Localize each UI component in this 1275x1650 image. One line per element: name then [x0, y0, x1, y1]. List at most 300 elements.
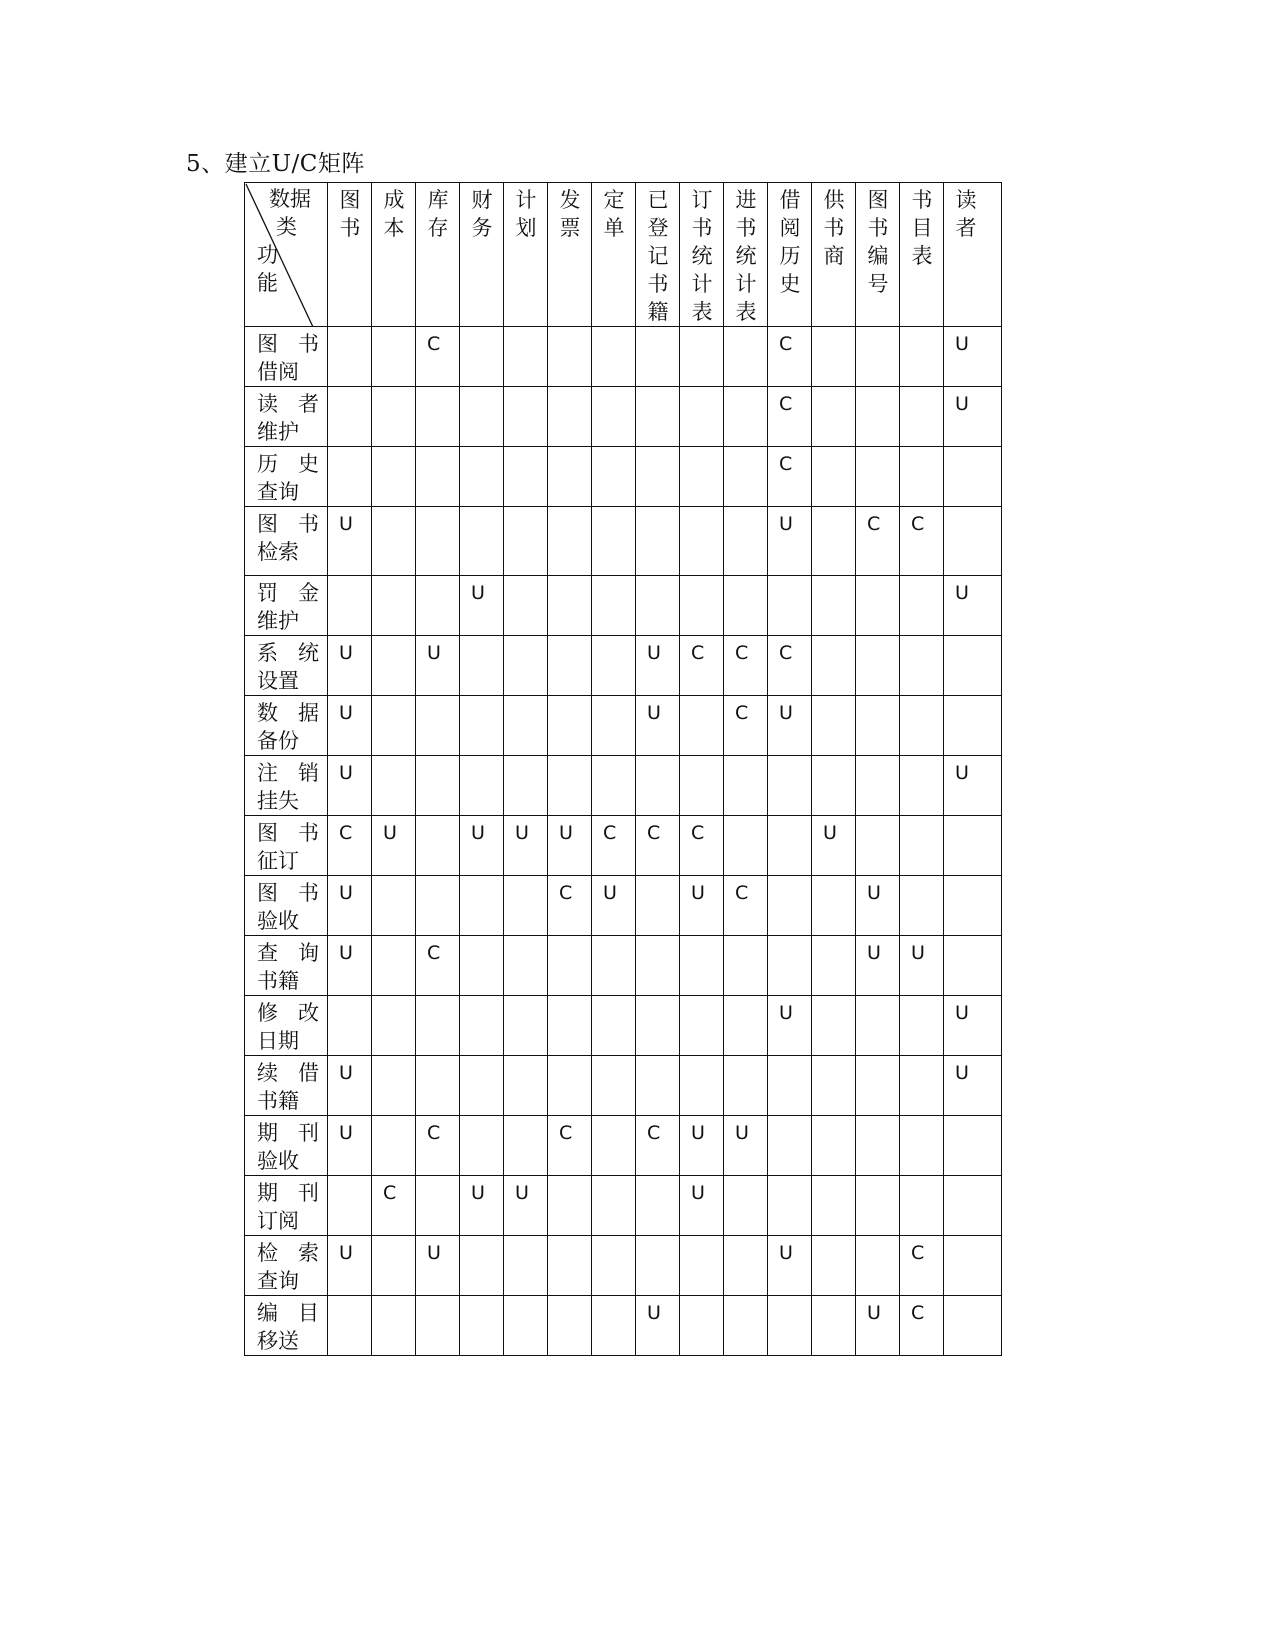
matrix-cell — [812, 876, 856, 936]
matrix-cell — [856, 447, 900, 507]
matrix-cell — [856, 756, 900, 816]
matrix-cell — [592, 636, 636, 696]
matrix-cell — [856, 1176, 900, 1236]
matrix-cell — [328, 1296, 372, 1356]
matrix-cell: C — [724, 876, 768, 936]
matrix-cell: C — [900, 1296, 944, 1356]
matrix-cell — [328, 447, 372, 507]
matrix-cell — [504, 327, 548, 387]
matrix-cell: U — [636, 1296, 680, 1356]
matrix-cell: C — [768, 387, 812, 447]
matrix-cell — [900, 1056, 944, 1116]
matrix-cell: U — [768, 507, 812, 576]
matrix-cell — [592, 327, 636, 387]
matrix-cell — [504, 876, 548, 936]
row-label — [245, 756, 328, 816]
row-label-line1: 数 据 — [257, 701, 319, 725]
matrix-cell — [504, 576, 548, 636]
row-label — [245, 507, 328, 576]
matrix-cell — [636, 936, 680, 996]
matrix-cell — [416, 996, 460, 1056]
matrix-cell — [812, 1176, 856, 1236]
matrix-cell — [592, 756, 636, 816]
matrix-cell: U — [328, 936, 372, 996]
matrix-cell — [504, 936, 548, 996]
matrix-cell — [900, 576, 944, 636]
matrix-cell: U — [944, 387, 1002, 447]
column-header-label: 图书 — [339, 188, 361, 240]
matrix-cell: C — [724, 636, 768, 696]
matrix-cell — [944, 1116, 1002, 1176]
matrix-cell — [636, 1236, 680, 1296]
row-label-line2: 订阅 — [257, 1209, 299, 1233]
matrix-cell — [900, 636, 944, 696]
matrix-row — [245, 1296, 1002, 1356]
matrix-cell: C — [724, 696, 768, 756]
matrix-cell — [372, 1236, 416, 1296]
matrix-cell: C — [416, 936, 460, 996]
column-header — [548, 183, 592, 327]
matrix-cell — [812, 936, 856, 996]
matrix-cell — [372, 996, 416, 1056]
row-label-line1: 图 书 — [257, 332, 319, 356]
matrix-cell — [504, 447, 548, 507]
matrix-cell — [944, 696, 1002, 756]
matrix-cell — [548, 387, 592, 447]
matrix-cell — [724, 996, 768, 1056]
matrix-cell — [548, 936, 592, 996]
matrix-cell — [900, 876, 944, 936]
row-label — [245, 387, 328, 447]
matrix-cell — [680, 1296, 724, 1356]
header-row — [245, 183, 1002, 327]
matrix-cell: C — [856, 507, 900, 576]
matrix-row — [245, 1176, 1002, 1236]
matrix-cell: U — [328, 1116, 372, 1176]
matrix-cell: U — [328, 1236, 372, 1296]
column-header — [900, 183, 944, 327]
row-label — [245, 576, 328, 636]
matrix-cell — [416, 876, 460, 936]
matrix-cell: C — [372, 1176, 416, 1236]
matrix-cell: U — [944, 327, 1002, 387]
matrix-cell: U — [636, 636, 680, 696]
matrix-cell: C — [768, 636, 812, 696]
column-header — [416, 183, 460, 327]
column-header — [636, 183, 680, 327]
matrix-cell: U — [328, 696, 372, 756]
matrix-cell — [372, 1116, 416, 1176]
matrix-cell: U — [636, 696, 680, 756]
row-label — [245, 816, 328, 876]
matrix-cell — [504, 1116, 548, 1176]
matrix-cell — [900, 1116, 944, 1176]
matrix-cell: U — [328, 756, 372, 816]
column-header — [944, 183, 1002, 327]
matrix-cell — [548, 1236, 592, 1296]
row-label-line1: 注 销 — [257, 761, 319, 785]
matrix-cell — [460, 1236, 504, 1296]
column-header-label: 已登记书籍 — [647, 188, 669, 324]
matrix-cell — [636, 387, 680, 447]
uc-matrix-table — [244, 182, 1002, 1356]
matrix-cell: U — [460, 576, 504, 636]
matrix-cell — [592, 1236, 636, 1296]
matrix-cell — [460, 387, 504, 447]
row-label-line1: 检 索 — [257, 1241, 319, 1265]
matrix-cell — [328, 327, 372, 387]
matrix-cell — [416, 576, 460, 636]
row-label — [245, 1176, 328, 1236]
matrix-cell — [636, 1176, 680, 1236]
matrix-cell: U — [460, 1176, 504, 1236]
matrix-cell: U — [768, 696, 812, 756]
matrix-cell — [504, 1056, 548, 1116]
matrix-cell — [504, 507, 548, 576]
matrix-cell — [944, 636, 1002, 696]
matrix-cell — [460, 327, 504, 387]
matrix-cell: U — [680, 1116, 724, 1176]
matrix-cell: U — [504, 1176, 548, 1236]
matrix-cell — [460, 996, 504, 1056]
row-label-line2: 书籍 — [257, 1089, 299, 1113]
matrix-cell: U — [944, 756, 1002, 816]
matrix-cell — [900, 447, 944, 507]
matrix-cell — [416, 1296, 460, 1356]
matrix-row — [245, 756, 1002, 816]
matrix-cell — [592, 1116, 636, 1176]
matrix-cell — [328, 387, 372, 447]
matrix-cell — [328, 1176, 372, 1236]
matrix-cell: C — [680, 636, 724, 696]
matrix-cell — [680, 507, 724, 576]
matrix-cell — [372, 447, 416, 507]
matrix-cell: C — [768, 327, 812, 387]
matrix-cell — [856, 996, 900, 1056]
row-label-line1: 图 书 — [257, 512, 319, 536]
matrix-row — [245, 1116, 1002, 1176]
matrix-cell — [856, 327, 900, 387]
column-header — [328, 183, 372, 327]
matrix-row — [245, 1236, 1002, 1296]
matrix-cell — [328, 996, 372, 1056]
matrix-cell — [636, 996, 680, 1056]
matrix-cell — [812, 327, 856, 387]
matrix-cell — [548, 996, 592, 1056]
matrix-cell — [856, 696, 900, 756]
matrix-cell: U — [944, 996, 1002, 1056]
row-label — [245, 1236, 328, 1296]
column-header-label: 计划 — [515, 188, 537, 240]
matrix-cell — [724, 327, 768, 387]
column-header — [680, 183, 724, 327]
matrix-cell — [504, 696, 548, 756]
matrix-cell — [460, 1296, 504, 1356]
matrix-cell — [592, 996, 636, 1056]
matrix-cell — [680, 696, 724, 756]
column-header — [372, 183, 416, 327]
matrix-row — [245, 936, 1002, 996]
matrix-cell: U — [680, 876, 724, 936]
matrix-row — [245, 327, 1002, 387]
matrix-cell — [548, 447, 592, 507]
matrix-cell — [856, 636, 900, 696]
matrix-cell — [680, 387, 724, 447]
matrix-cell — [812, 996, 856, 1056]
matrix-row — [245, 387, 1002, 447]
matrix-cell — [636, 756, 680, 816]
row-label-line2: 征订 — [257, 849, 299, 873]
matrix-cell — [900, 1176, 944, 1236]
matrix-cell: U — [856, 876, 900, 936]
matrix-cell — [372, 1056, 416, 1116]
row-label-line2: 查询 — [257, 1269, 299, 1293]
matrix-cell — [372, 756, 416, 816]
matrix-cell — [680, 756, 724, 816]
matrix-cell: C — [328, 816, 372, 876]
row-label-line2: 日期 — [257, 1029, 299, 1053]
matrix-cell — [812, 1236, 856, 1296]
corner-cell — [245, 183, 328, 327]
matrix-cell — [856, 1056, 900, 1116]
matrix-cell — [416, 1056, 460, 1116]
page-title: 5、建立U/C矩阵 — [186, 151, 365, 177]
matrix-cell: U — [504, 816, 548, 876]
matrix-cell: U — [944, 576, 1002, 636]
row-label-line1: 罚 金 — [257, 581, 319, 605]
column-header-label: 订书统计表 — [691, 188, 713, 324]
matrix-body — [245, 327, 1002, 1356]
matrix-cell — [680, 996, 724, 1056]
matrix-cell: U — [416, 1236, 460, 1296]
matrix-cell: C — [900, 1236, 944, 1296]
row-label-line1: 修 改 — [257, 1001, 319, 1025]
matrix-cell — [460, 1056, 504, 1116]
row-label — [245, 996, 328, 1056]
matrix-cell — [548, 1296, 592, 1356]
column-header-label: 发票 — [559, 188, 581, 240]
matrix-cell: C — [680, 816, 724, 876]
row-label-line2: 验收 — [257, 909, 299, 933]
matrix-cell: U — [328, 636, 372, 696]
row-label-line1: 期 刊 — [257, 1181, 319, 1205]
matrix-cell: U — [328, 876, 372, 936]
matrix-cell — [504, 1296, 548, 1356]
matrix-cell — [768, 1176, 812, 1236]
matrix-cell — [812, 696, 856, 756]
matrix-cell — [900, 696, 944, 756]
matrix-cell: U — [944, 1056, 1002, 1116]
row-label-line2: 挂失 — [257, 789, 299, 813]
matrix-cell: C — [900, 507, 944, 576]
row-label-line2: 检索 — [257, 540, 299, 564]
matrix-cell — [856, 576, 900, 636]
matrix-cell: C — [768, 447, 812, 507]
matrix-cell — [548, 1176, 592, 1236]
row-label-line2: 查询 — [257, 480, 299, 504]
matrix-row — [245, 696, 1002, 756]
corner-label-mid: 类 — [276, 215, 297, 239]
column-header — [724, 183, 768, 327]
column-header — [768, 183, 812, 327]
row-label-line2: 借阅 — [257, 360, 299, 384]
matrix-cell — [372, 936, 416, 996]
matrix-cell — [372, 1296, 416, 1356]
matrix-cell: C — [416, 327, 460, 387]
column-header-label: 借阅历史 — [779, 188, 801, 296]
matrix-cell — [548, 507, 592, 576]
matrix-cell — [636, 447, 680, 507]
column-header-label: 成本 — [383, 188, 405, 240]
matrix-cell — [592, 507, 636, 576]
matrix-cell — [504, 756, 548, 816]
row-label-line1: 查 询 — [257, 941, 319, 965]
matrix-cell — [636, 1056, 680, 1116]
row-label-line1: 期 刊 — [257, 1121, 319, 1145]
column-header — [504, 183, 548, 327]
matrix-cell — [372, 636, 416, 696]
matrix-cell — [812, 1116, 856, 1176]
row-label-line2: 维护 — [257, 609, 299, 633]
matrix-cell — [768, 1116, 812, 1176]
matrix-cell: U — [416, 636, 460, 696]
matrix-cell — [504, 1236, 548, 1296]
matrix-cell — [768, 936, 812, 996]
matrix-cell — [460, 1116, 504, 1176]
matrix-cell — [680, 447, 724, 507]
column-header-label: 财务 — [471, 188, 493, 240]
matrix-cell: U — [372, 816, 416, 876]
matrix-cell: C — [636, 1116, 680, 1176]
column-header-label: 库存 — [427, 188, 449, 240]
matrix-cell: C — [636, 816, 680, 876]
column-header-label: 书目表 — [911, 188, 933, 268]
matrix-cell — [812, 636, 856, 696]
matrix-cell — [680, 327, 724, 387]
matrix-cell: U — [856, 1296, 900, 1356]
matrix-row — [245, 996, 1002, 1056]
matrix-cell — [548, 696, 592, 756]
matrix-cell — [856, 816, 900, 876]
column-header — [592, 183, 636, 327]
matrix-cell: U — [328, 507, 372, 576]
matrix-cell: U — [460, 816, 504, 876]
matrix-cell — [944, 1176, 1002, 1236]
matrix-cell — [724, 1296, 768, 1356]
matrix-cell — [460, 696, 504, 756]
corner-label-left2: 能 — [257, 271, 278, 295]
row-label-line1: 图 书 — [257, 881, 319, 905]
matrix-cell — [812, 756, 856, 816]
matrix-cell — [812, 387, 856, 447]
row-label — [245, 1056, 328, 1116]
matrix-cell — [416, 447, 460, 507]
row-label-line1: 编 目 — [257, 1301, 319, 1325]
matrix-cell — [724, 936, 768, 996]
matrix-cell — [592, 576, 636, 636]
matrix-cell — [460, 876, 504, 936]
matrix-cell — [416, 756, 460, 816]
matrix-cell — [504, 996, 548, 1056]
matrix-cell — [372, 576, 416, 636]
matrix-cell — [548, 636, 592, 696]
matrix-cell — [768, 1296, 812, 1356]
matrix-cell — [460, 936, 504, 996]
matrix-cell: U — [900, 936, 944, 996]
matrix-cell — [636, 507, 680, 576]
column-header-label: 进书统计表 — [735, 188, 757, 324]
row-label-line1: 系 统 — [257, 641, 319, 665]
matrix-cell: U — [592, 876, 636, 936]
row-label — [245, 327, 328, 387]
matrix-cell — [812, 576, 856, 636]
row-label-line1: 图 书 — [257, 821, 319, 845]
matrix-cell — [944, 936, 1002, 996]
matrix-cell: C — [548, 876, 592, 936]
matrix-cell — [636, 876, 680, 936]
matrix-cell — [372, 696, 416, 756]
matrix-row — [245, 876, 1002, 936]
matrix-cell — [812, 447, 856, 507]
matrix-cell — [856, 1116, 900, 1176]
matrix-cell — [460, 636, 504, 696]
matrix-row — [245, 507, 1002, 576]
matrix-cell — [768, 576, 812, 636]
matrix-cell — [812, 1056, 856, 1116]
matrix-cell — [768, 816, 812, 876]
matrix-cell: U — [680, 1176, 724, 1236]
matrix-cell — [900, 996, 944, 1056]
matrix-cell — [680, 576, 724, 636]
matrix-cell — [548, 327, 592, 387]
matrix-cell — [768, 1056, 812, 1116]
matrix-cell: U — [768, 996, 812, 1056]
matrix-cell — [900, 816, 944, 876]
matrix-cell — [592, 696, 636, 756]
matrix-cell: C — [416, 1116, 460, 1176]
matrix-cell — [812, 1296, 856, 1356]
matrix-cell — [944, 876, 1002, 936]
matrix-cell — [416, 507, 460, 576]
matrix-cell — [812, 507, 856, 576]
matrix-cell — [548, 1056, 592, 1116]
matrix-cell — [416, 696, 460, 756]
column-header — [812, 183, 856, 327]
row-label-line1: 读 者 — [257, 392, 319, 416]
row-label — [245, 876, 328, 936]
matrix-cell — [944, 447, 1002, 507]
row-label — [245, 696, 328, 756]
row-label — [245, 447, 328, 507]
matrix-cell — [592, 447, 636, 507]
matrix-cell — [856, 387, 900, 447]
matrix-cell — [636, 327, 680, 387]
matrix-row — [245, 636, 1002, 696]
matrix-cell — [944, 507, 1002, 576]
matrix-cell — [548, 576, 592, 636]
column-header-label: 读者 — [955, 188, 977, 240]
row-label-line2: 备份 — [257, 729, 299, 753]
row-label — [245, 936, 328, 996]
matrix-cell: U — [856, 936, 900, 996]
matrix-cell: C — [548, 1116, 592, 1176]
matrix-cell — [372, 327, 416, 387]
matrix-cell — [592, 1056, 636, 1116]
matrix-cell — [944, 1236, 1002, 1296]
matrix-cell: U — [768, 1236, 812, 1296]
matrix-cell — [592, 1176, 636, 1236]
row-label — [245, 1296, 328, 1356]
